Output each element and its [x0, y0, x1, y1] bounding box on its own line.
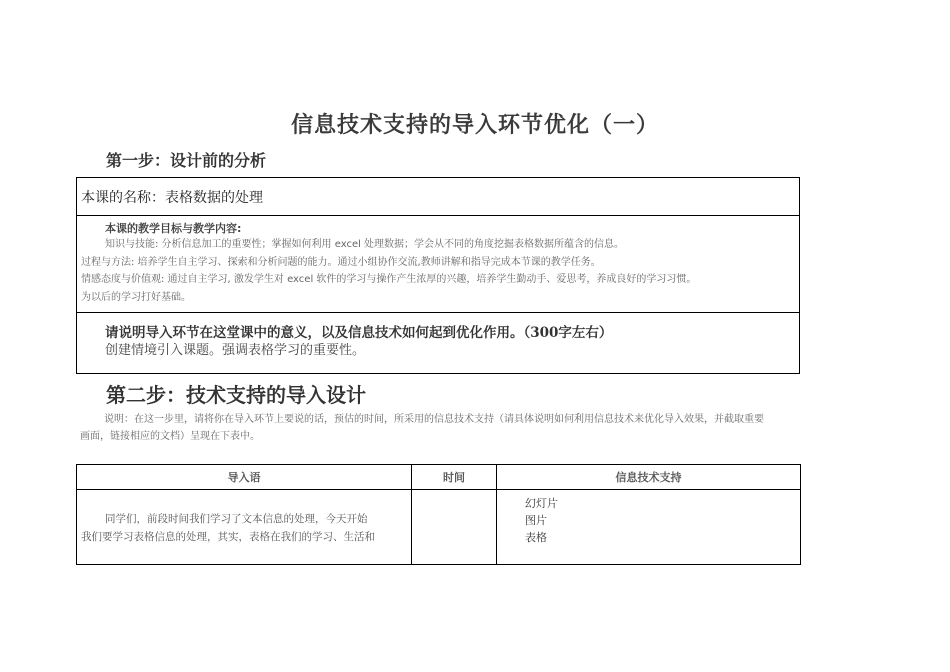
header-time: 时间 [412, 465, 497, 490]
step2-heading: 第二步：技术支持的导入设计 [106, 383, 366, 407]
goals-section [77, 216, 799, 313]
intro-line-2: 我们要学习表格信息的处理，其实，表格在我们的学习、生活和 [81, 531, 375, 543]
goals-heading: 本课的教学目标与教学内容: [105, 222, 242, 235]
lesson-name: 本课的名称：表格数据的处理 [77, 178, 799, 216]
header-tech-support: 信息技术支持 [497, 465, 801, 490]
question-section [77, 313, 799, 360]
goal-line-process: 过程与方法: 培养学生自主学习、探索和分析问题的能力。通过小组协作交流,教师讲解和指导完成本节课的教学任务。 [81, 256, 601, 268]
header-intro: 导入语 [77, 465, 412, 490]
goal-line-foundation: 为以后的学习打好基础。 [81, 291, 191, 303]
description-line-2: 画面，链接相应的文档）呈现在下表中。 [80, 431, 260, 442]
support-item-images: 图片 [525, 514, 547, 527]
intro-design-table [76, 464, 801, 565]
question-text: 请说明导入环节在这堂课中的意义，以及信息技术如何起到优化作用。（300字左右） [105, 325, 613, 341]
table-header-row [77, 465, 801, 490]
page-title: 信息技术支持的导入环节优化（一） [290, 112, 659, 138]
support-item-slides: 幻灯片 [525, 497, 558, 510]
step2-description [80, 411, 880, 445]
support-item-tables: 表格 [525, 531, 547, 544]
goal-line-attitude: 情感态度与价值观: 通过自主学习, 激发学生对 excel 软件的学习与操作产生浓厚的兴趣，培养学生勤动手、爱思考，养成良好的学习习惯。 [81, 274, 697, 285]
intro-line-1: 同学们，前段时间我们学习了文本信息的处理，今天开始 [105, 513, 368, 525]
time-cell[interactable] [412, 490, 497, 565]
step1-heading: 第一步：设计前的分析 [106, 151, 267, 170]
goal-line-knowledge: 知识与技能: 分析信息加工的重要性；掌握如何利用 excel 处理数据；学会从不同的角度挖掘表格数据所蕴含的信息。 [105, 239, 625, 250]
analysis-box [76, 177, 800, 374]
intro-cell[interactable] [77, 490, 412, 565]
description-line-1: 说明：在这一步里，请将你在导入环节上要说的话，预估的时间，所采用的信息技术支持（请具体说明如何利用信息技术来优化导入效果，并截取重要 [104, 414, 764, 425]
answer-text[interactable]: 创建情境引入课题。强调表格学习的重要性。 [105, 343, 366, 358]
table-row [77, 490, 801, 565]
tech-support-cell[interactable] [497, 490, 801, 565]
